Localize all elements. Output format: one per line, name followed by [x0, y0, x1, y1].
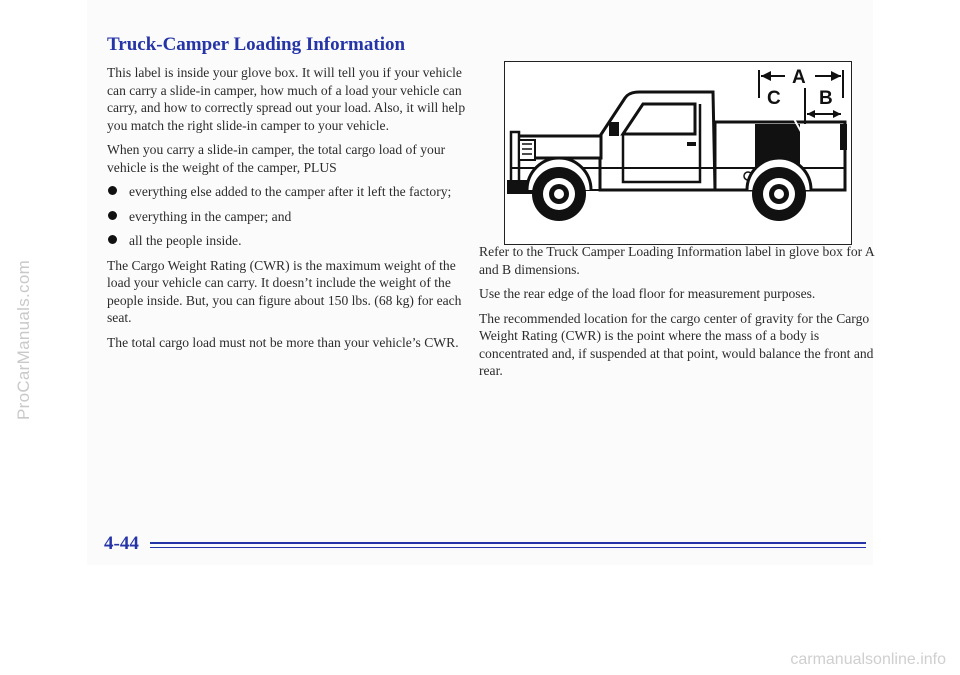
cwr-limit-paragraph: The total cargo load must not be more than your vehicle’s CWR.: [107, 334, 459, 350]
truck-camper-diagram: [504, 61, 852, 245]
list-item-text: everything else added to the camper after it left the factory;: [129, 184, 452, 199]
bullet-icon: [108, 235, 117, 244]
measurement-paragraph: Use the rear edge of the load floor for measurement purposes.: [479, 286, 816, 301]
dimension-b-label: B: [819, 88, 833, 109]
list-item: [107, 208, 479, 226]
footer-rule-thin: [150, 547, 866, 548]
bullet-icon: [108, 186, 117, 195]
intro-paragraph: This label is inside your glove box. It will tell you if your vehicle can carry a slide-in camper, how much of a load your vehicle can carry, and how to correctly spread out your load. Also, it will help you match the right slide-in camper to your vehicle.: [107, 65, 466, 133]
footer-rule: [150, 542, 866, 544]
cwr-paragraph: The Cargo Weight Rating (CWR) is the maximum weight of the load your vehicle can carry. It doesn’t include the weight of the people inside. But, you can figure about 150 lbs. (68 kg) for each seat.: [107, 257, 462, 325]
list-item-text: everything in the camper; and: [129, 208, 292, 224]
cargo-load-paragraph: When you carry a slide-in camper, the total cargo load of your vehicle is the weight of the camper, PLUS: [107, 142, 446, 175]
dimensions-paragraph: Refer to the Truck Camper Loading Information label in glove box for A and B dimensions.: [479, 244, 874, 277]
dimension-a-label: A: [792, 67, 806, 88]
side-watermark: ProCarManuals.com: [14, 259, 33, 420]
list-item: [107, 232, 479, 250]
pickup-truck-illustration: [505, 62, 851, 244]
list-item-text: all the people inside.: [129, 233, 242, 248]
right-column: [479, 243, 874, 387]
page-title: Truck-Camper Loading Information: [107, 34, 406, 55]
center-of-gravity-paragraph: The recommended location for the cargo center of gravity for the Cargo Weight Rating (CWR) is the point where the mass of a body is concentrated and, if suspended at that point, would balance the front and rear.: [479, 310, 874, 378]
left-column: [107, 64, 479, 358]
dimension-c-label: C: [767, 88, 781, 109]
cargo-load-list: [107, 183, 479, 250]
bottom-watermark: carmanualsonline.info: [790, 651, 946, 668]
bullet-icon: [108, 211, 117, 220]
page-number: 4-44: [104, 533, 139, 554]
list-item: [107, 183, 479, 201]
